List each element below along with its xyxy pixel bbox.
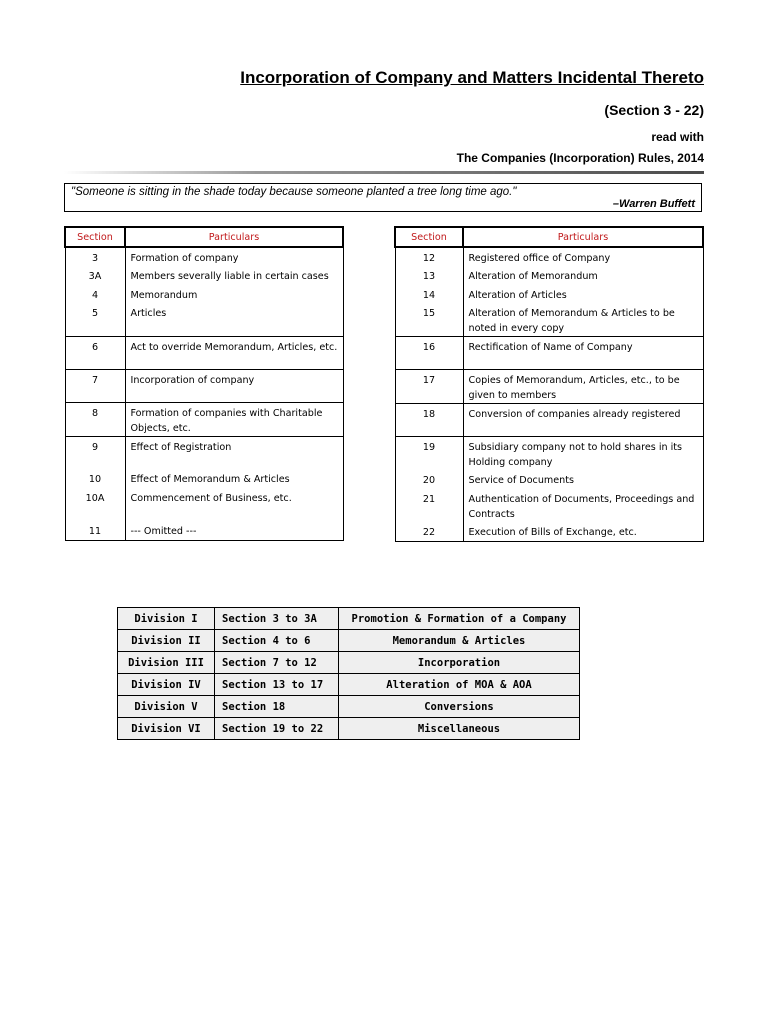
table-row bbox=[65, 266, 343, 285]
division-name: Division I bbox=[118, 608, 215, 630]
column-header-section: Section bbox=[65, 227, 125, 247]
section-particulars: Rectification of Name of Company bbox=[463, 337, 703, 370]
table-row bbox=[395, 247, 703, 266]
section-particulars: --- Omitted --- bbox=[125, 521, 343, 540]
division-topic: Conversions bbox=[339, 696, 580, 718]
section-number: 15 bbox=[395, 303, 463, 337]
section-particulars: Conversion of companies already registered bbox=[463, 404, 703, 437]
section-particulars: Formation of companies with Charitable Objects, etc. bbox=[125, 402, 343, 436]
table-row bbox=[65, 303, 343, 336]
section-particulars: Service of Documents bbox=[463, 470, 703, 489]
division-sections: Section 13 to 17 bbox=[215, 674, 339, 696]
sections-table-right bbox=[394, 226, 704, 542]
section-number: 3A bbox=[88, 271, 102, 282]
section-particulars: Registered office of Company bbox=[463, 247, 703, 266]
table-row bbox=[395, 266, 703, 285]
section-number: 4 bbox=[91, 290, 99, 301]
division-row bbox=[118, 652, 580, 674]
table-row bbox=[395, 489, 703, 522]
division-topic: Memorandum & Articles bbox=[339, 630, 580, 652]
division-topic: Promotion & Formation of a Company bbox=[339, 608, 580, 630]
table-row bbox=[65, 369, 343, 402]
division-row bbox=[118, 608, 580, 630]
section-particulars: Alteration of Articles bbox=[463, 285, 703, 303]
read-with-label: read with bbox=[651, 130, 704, 144]
table-row bbox=[65, 521, 343, 540]
table-row bbox=[395, 337, 703, 370]
division-table bbox=[117, 607, 580, 740]
section-particulars: Formation of company bbox=[125, 247, 343, 266]
page-title: Incorporation of Company and Matters Incidental Thereto bbox=[240, 68, 704, 87]
section-number: 10 bbox=[88, 474, 102, 485]
table-row bbox=[395, 285, 703, 303]
section-number: 13 bbox=[422, 271, 436, 282]
table-row bbox=[65, 436, 343, 469]
quote-text: "Someone is sitting in the shade today because someone planted a tree long time ago." bbox=[71, 186, 517, 198]
table-row bbox=[65, 336, 343, 369]
quote-box bbox=[64, 183, 702, 212]
column-header-particulars: Particulars bbox=[463, 227, 703, 247]
table-row bbox=[65, 402, 343, 436]
division-sections: Section 7 to 12 bbox=[215, 652, 339, 674]
division-row bbox=[118, 630, 580, 652]
section-particulars: Alteration of Memorandum & Articles to be noted in every copy bbox=[463, 303, 703, 337]
section-particulars: Members severally liable in certain cases bbox=[125, 266, 343, 285]
section-particulars: Effect of Registration bbox=[125, 436, 343, 469]
section-particulars: Incorporation of company bbox=[125, 369, 343, 402]
section-number: 10A bbox=[85, 493, 105, 504]
table-row bbox=[395, 470, 703, 489]
section-number: 3 bbox=[91, 253, 99, 264]
table-row bbox=[395, 303, 703, 337]
division-sections: Section 4 to 6 bbox=[215, 630, 339, 652]
section-number: 19 bbox=[422, 442, 436, 453]
table-row bbox=[65, 488, 343, 521]
section-particulars: Execution of Bills of Exchange, etc. bbox=[463, 522, 703, 541]
division-sections: Section 18 bbox=[215, 696, 339, 718]
section-particulars: Copies of Memorandum, Articles, etc., to be given to members bbox=[463, 370, 703, 404]
section-particulars: Effect of Memorandum & Articles bbox=[125, 469, 343, 488]
section-number: 6 bbox=[65, 336, 125, 369]
section-number: 8 bbox=[65, 402, 125, 436]
table-row bbox=[65, 247, 343, 266]
division-sections: Section 3 to 3A bbox=[215, 608, 339, 630]
division-topic: Alteration of MOA & AOA bbox=[339, 674, 580, 696]
section-number: 18 bbox=[395, 404, 463, 437]
division-row bbox=[118, 718, 580, 740]
section-number: 20 bbox=[422, 475, 436, 486]
section-number: 22 bbox=[395, 522, 463, 541]
header-divider bbox=[64, 171, 704, 174]
sections-table-left bbox=[64, 226, 344, 541]
column-header-particulars: Particulars bbox=[125, 227, 343, 247]
division-row bbox=[118, 696, 580, 718]
quote-author: –Warren Buffett bbox=[612, 198, 695, 210]
division-row bbox=[118, 674, 580, 696]
table-row bbox=[65, 285, 343, 303]
section-particulars: Authentication of Documents, Proceedings and Contracts bbox=[463, 489, 703, 522]
table-row bbox=[395, 522, 703, 541]
section-number: 5 bbox=[65, 303, 125, 336]
section-particulars: Memorandum bbox=[125, 285, 343, 303]
section-number: 7 bbox=[65, 369, 125, 402]
section-particulars: Act to override Memorandum, Articles, etc. bbox=[125, 336, 343, 369]
table-row bbox=[65, 469, 343, 488]
section-particulars: Articles bbox=[125, 303, 343, 336]
division-topic: Miscellaneous bbox=[339, 718, 580, 740]
section-number: 11 bbox=[65, 521, 125, 540]
section-number: 17 bbox=[395, 370, 463, 404]
section-particulars: Commencement of Business, etc. bbox=[125, 488, 343, 521]
division-topic: Incorporation bbox=[339, 652, 580, 674]
column-header-section: Section bbox=[395, 227, 463, 247]
section-particulars: Alteration of Memorandum bbox=[463, 266, 703, 285]
table-row bbox=[395, 370, 703, 404]
division-name: Division VI bbox=[118, 718, 215, 740]
division-name: Division V bbox=[118, 696, 215, 718]
division-name: Division IV bbox=[118, 674, 215, 696]
section-particulars: Subsidiary company not to hold shares in its Holding company bbox=[463, 437, 703, 471]
division-name: Division II bbox=[118, 630, 215, 652]
division-name: Division III bbox=[118, 652, 215, 674]
section-range: (Section 3 - 22) bbox=[604, 102, 704, 118]
section-number: 12 bbox=[422, 253, 436, 264]
division-sections: Section 19 to 22 bbox=[215, 718, 339, 740]
section-number: 21 bbox=[422, 494, 436, 505]
section-number: 9 bbox=[91, 441, 99, 453]
section-number: 16 bbox=[395, 337, 463, 370]
table-row bbox=[395, 404, 703, 437]
table-row bbox=[395, 437, 703, 471]
section-number: 14 bbox=[422, 290, 436, 301]
rules-reference: The Companies (Incorporation) Rules, 2014 bbox=[456, 151, 704, 165]
